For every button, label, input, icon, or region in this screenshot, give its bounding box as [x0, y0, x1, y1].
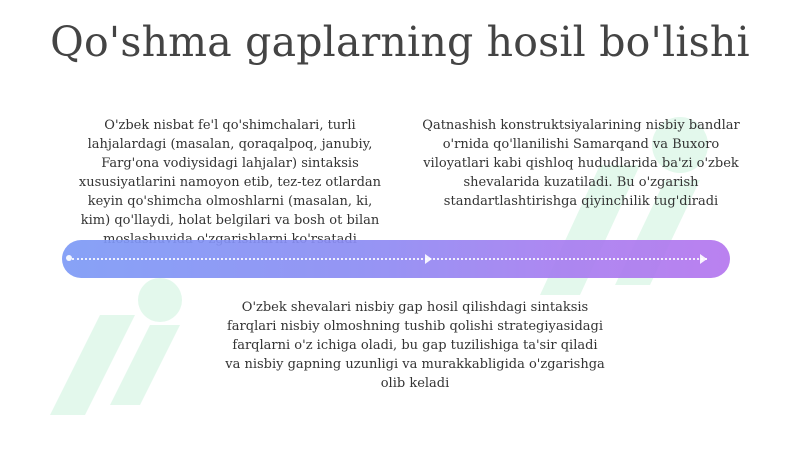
arrow-right-icon: [700, 254, 707, 264]
arrow-right-icon: [425, 254, 432, 264]
timeline-dotted-line: [72, 258, 707, 262]
text-block-left: O'zbek nisbat fe'l qo'shimchalari, turli lahjalardagi (masalan, qoraqalpoq, janubiy, Farg'ona vodiysidagi lahjalar) sintaksis xususiyatlarini namoyon etib, tez-tez otlardan keyin qo'shimcha olmoshlarni (masalan, ki, kim) qo'llaydi, holat belgilari va bosh ot bilan: [78, 118, 382, 228]
text-block-bottom: O'zbek shevalari nisbiy gap hosil qilishdagi sintaksis farqlari nisbiy olmoshning tushib qolishi strategiyasidagi farqlarni o'z ichiga oladi, bu gap tuzilishiga ta'sir qiladi va nisbiy gapning uzunligi va murakkabligida o'zgarishga olib keladi: [225, 300, 605, 391]
watermark-logo-icon: [40, 255, 210, 425]
page-title: Qo'shma gaplarning hosil bo'lishi: [50, 18, 750, 66]
text-block-right: Qatnashish konstruktsiyalarining nisbiy bandlar o'rnida qo'llanilishi Samarqand va Buxoro viloyatlari kabi qishloq hududlarida ba'zi o'zbek shevalarida kuzatiladi. Bu o'zgarish standartlashtirishga qiyinchilik tug'diradi: [422, 118, 740, 209]
